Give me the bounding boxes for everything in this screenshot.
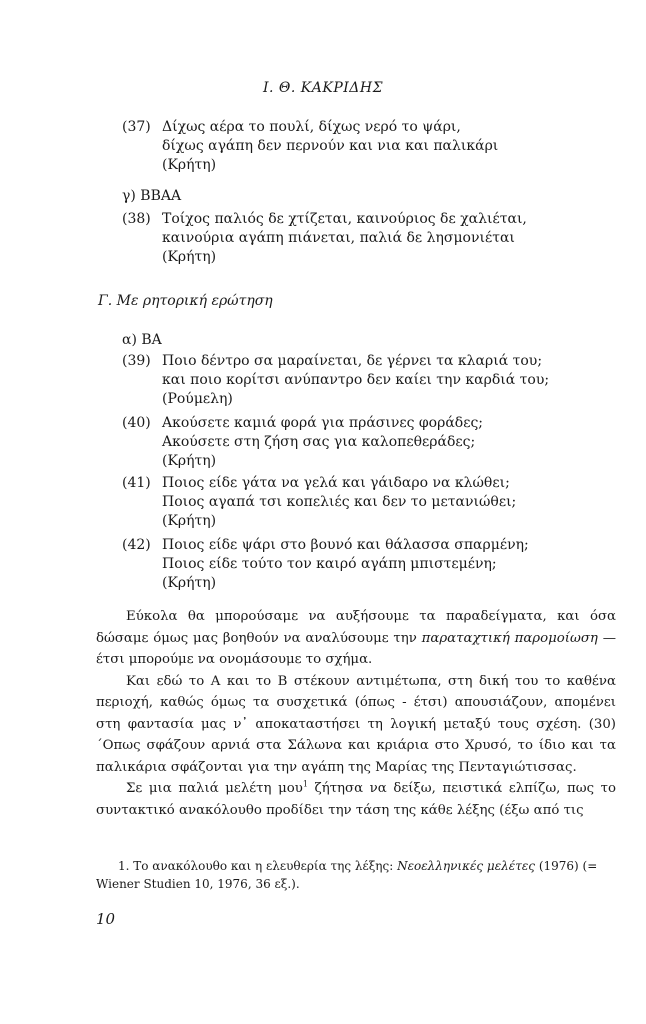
verse-line: Τοίχος παλιός δε χτίζεται, καινούριος δε χαλιέται, [162, 211, 527, 227]
verse-line: Ποιος αγαπά τσι κοπελιές και δεν το μετανιώθει; [162, 494, 517, 510]
verse-line: και ποιο κορίτσι ανύπαντρο δεν καίει την καρδιά του; [162, 372, 550, 388]
example-42 [122, 536, 598, 593]
verse-source: (Κρήτη) [162, 575, 217, 591]
verse-source: (Κρήτη) [162, 453, 217, 469]
verse-source: (Ρούμελη) [162, 391, 233, 407]
page-number: 10 [96, 910, 116, 928]
verse-source: (Κρήτη) [162, 249, 217, 265]
paragraph-2: Και εδώ το Α και το Β στέκουν αντιμέτωπα, στη δική του το καθένα περιοχή, καθώς όμως τα συσχετικά (όπως - έτσι) απουσιάζουν, απομένει στη φαντασία μας ν᾽ αποκαταστήσει τη λογική μεταξύ τους σχέση. (30) ΄Οπως σφάζουν αρνιά στα Σάλωνα και κριάρια στο Χρυσό, το ίδιο και τα παλικάρια σφάζονται για την αγάπη της Μαρίας της Πενταγιώτισσας. [96, 673, 616, 775]
example-39 [122, 352, 598, 409]
verse-line: καινούρια αγάπη πιάνεται, παλιά δε λησμονιέται [162, 230, 515, 246]
footnote-marker: 1 [302, 779, 308, 789]
example-37 [122, 118, 598, 175]
footnote-title: Νεοελληνικές μελέτες [397, 859, 536, 873]
paragraph-3: Σε μια παλιά μελέτη μου$^1$ ζήτησα να δείξω, πειστικά ελπίζω, πως το συντακτικό ανακόλουθο προδίδει την τάση της κάθε λέξης (έξω από τις [96, 779, 616, 818]
verse-line: Ποιος είδε τούτο τον καιρό αγάπη μπιστεμένη; [162, 556, 497, 572]
example-40 [122, 414, 598, 471]
example-number: (38) [122, 211, 151, 227]
paragraph-1: Εύκολα θα μπορούσαμε να αυξήσουμε τα παραδείγματα, και όσα δώσαμε όμως μας βοηθούν να αναλύσουμε την παραταχτική παρομοίωση —έτσι μπορούμε να ονομάσουμε το σχήμα. [96, 609, 616, 667]
example-41 [122, 474, 598, 531]
example-number: (41) [122, 475, 151, 491]
example-number: (39) [122, 353, 151, 369]
example-number: (37) [122, 119, 151, 135]
verse-line: Ποιο δέντρο σα μαραίνεται, δε γέρνει τα κλαριά του; [162, 353, 543, 369]
footnote: 1. Το ανακόλουθο και η ελευθερία της λέξης: Νεοελληνικές μελέτες (1976) (= Wiener Studien 10, 1976, 36 εξ.). [96, 859, 598, 891]
verse-line: δίχως αγάπη δεν περνούν και νια και παλικάρι [162, 138, 499, 154]
verse-line: Ακούσετε στη ζήση σας για καλοπεθεράδες; [162, 434, 476, 450]
subsection-alpha: α) ΒΑ [122, 332, 162, 348]
verse-line: Ακούσετε καμιά φορά για πράσινες φοράδες; [162, 415, 484, 431]
body-text [96, 606, 616, 821]
example-number: (40) [122, 415, 151, 431]
example-number: (42) [122, 537, 151, 553]
verse-line: Δίχως αέρα το πουλί, δίχως νερό το ψάρι, [162, 119, 461, 135]
running-header: Ι. Θ. ΚΑΚΡΙΔΗΣ [262, 80, 383, 96]
verse-source: (Κρήτη) [162, 157, 217, 173]
subsection-gamma: γ) ΒΒΑΑ [122, 188, 182, 204]
emphasis-term: παραταχτική παρομοίωση [421, 630, 598, 646]
section-title: Γ. Με ρητορική ερώτηση [98, 293, 273, 309]
verse-source: (Κρήτη) [162, 513, 217, 529]
example-38 [122, 210, 598, 267]
verse-line: Ποιος είδε ψάρι στο βουνό και θάλασσα σπαρμένη; [162, 537, 529, 553]
verse-line: Ποιος είδε γάτα να γελά και γάιδαρο να κλώθει; [162, 475, 510, 491]
